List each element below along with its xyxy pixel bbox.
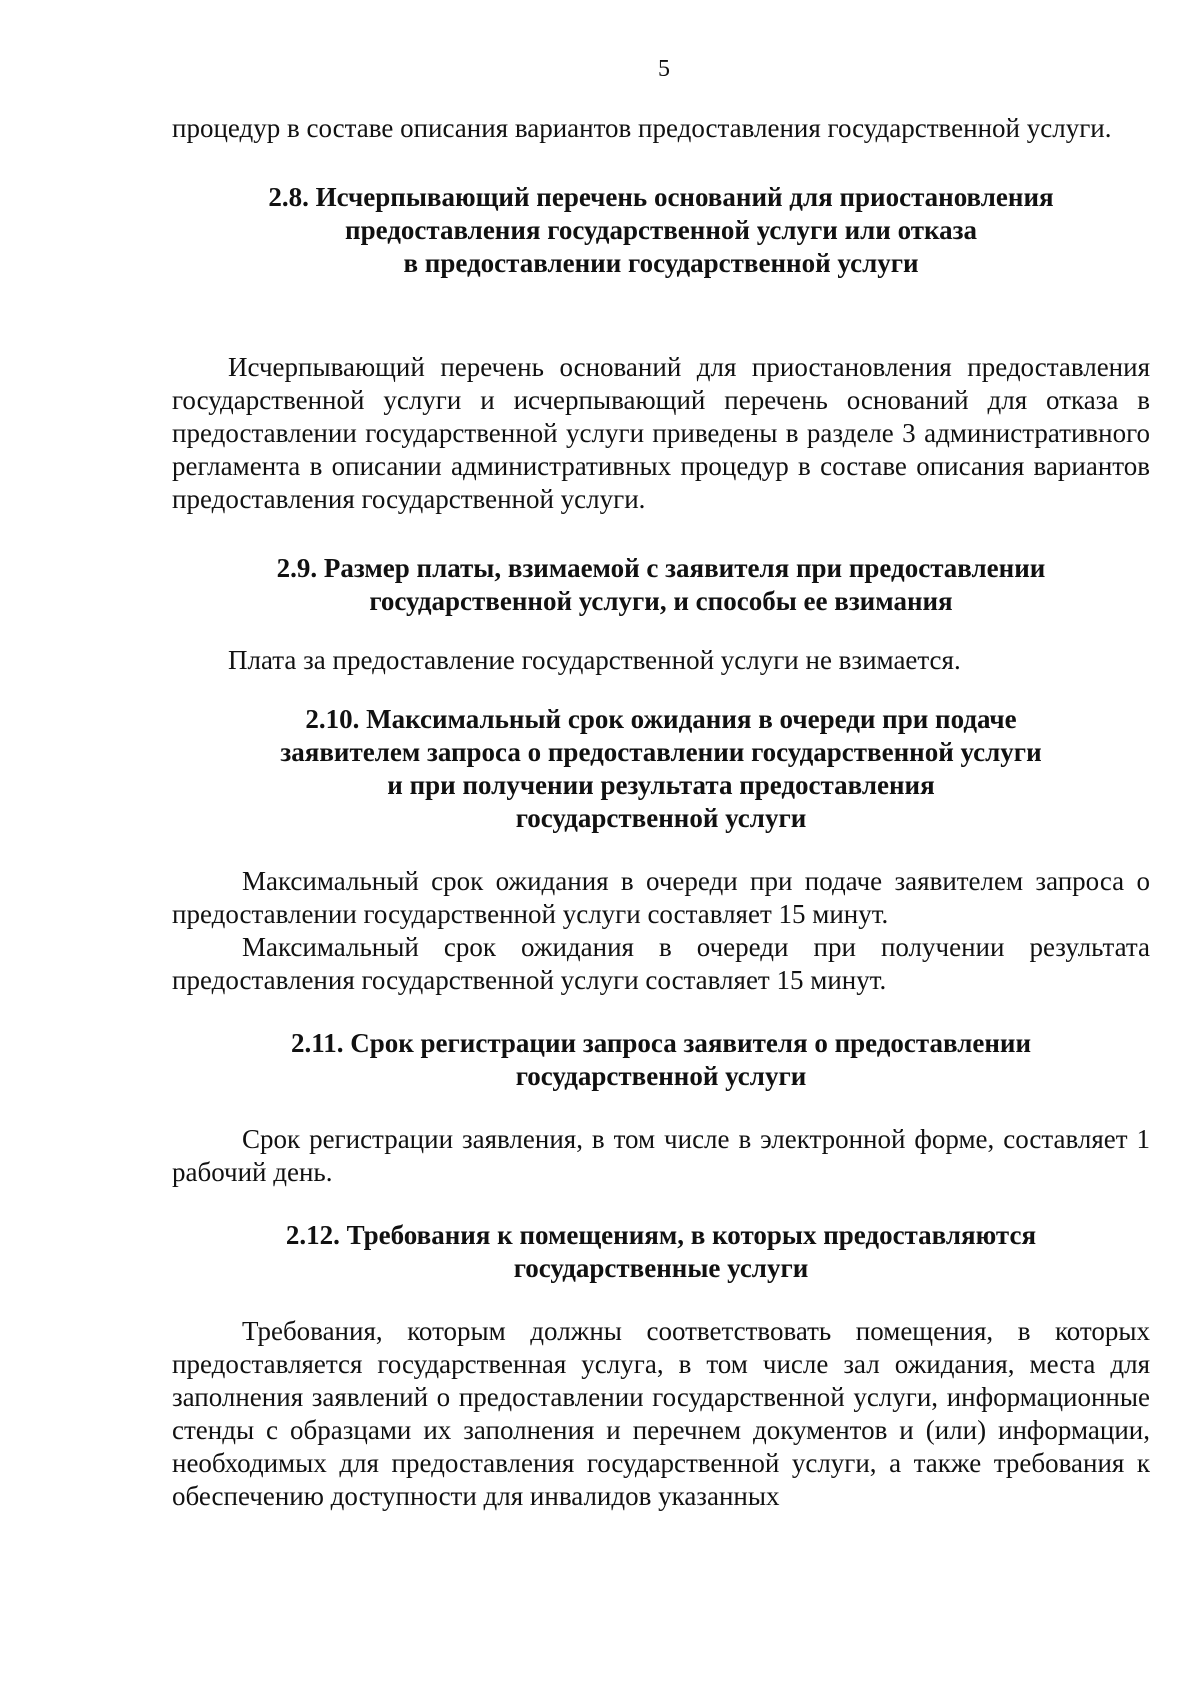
heading-line: 2.11. Срок регистрации запроса заявителя о предоставлении xyxy=(290,1028,1032,1058)
heading-line: и при получении результата предоставления xyxy=(387,770,935,800)
section-2-11-paragraph: Срок регистрации заявления, в том числе в электронной форме, составляет 1 рабочий день. xyxy=(172,1124,1150,1187)
heading-line: в предоставлении государственной услуги xyxy=(403,248,919,278)
heading-line: государственной услуги xyxy=(515,803,807,833)
section-2-10-paragraph-2: Максимальный срок ожидания в очереди при получении результата предоставления государственной услуги составляет 15 минут. xyxy=(172,932,1150,995)
section-2-9-heading xyxy=(172,552,1150,618)
section-2-9-paragraph: Плата за предоставление государственной услуги не взимается. xyxy=(228,645,961,675)
heading-line: 2.8. Исчерпывающий перечень оснований для приостановления xyxy=(268,182,1054,212)
section-2-8-paragraph: Исчерпывающий перечень оснований для приостановления предоставления государственной услуги и исчерпывающий перечень оснований для отказа в предоставлении государственной услуги приведены в разделе 3 административного регламента в описании административных процедур в составе описания вариантов предоставления государственной услуги. xyxy=(172,352,1150,514)
section-2-11-heading xyxy=(172,1027,1150,1093)
document-body xyxy=(172,112,1150,1513)
heading-line: 2.12. Требования к помещениям, в которых предоставляются xyxy=(285,1220,1037,1250)
page-number: 5 xyxy=(658,56,670,82)
section-2-12-paragraph: Требования, которым должны соответствовать помещения, в которых предоставляется государственная услуга, в том числе зал ожидания, места для заполнения заявлений о предоставлении государственной услуги, информационные стенды с образцами их заполнения и перечнем документов и (или) информации, необходимых для предоставления государственной услуги, а также требования к обеспечению доступности для инвалидов указанных xyxy=(172,1316,1150,1511)
heading-line: государственной услуги, и способы ее взимания xyxy=(369,586,953,616)
section-2-10-heading xyxy=(172,703,1150,835)
section-2-8-heading xyxy=(172,181,1150,280)
section-2-12-heading xyxy=(172,1219,1150,1285)
heading-line: 2.9. Размер платы, взимаемой с заявителя при предоставлении xyxy=(276,553,1046,583)
section-2-10-paragraph-1: Максимальный срок ожидания в очереди при подаче заявителем запроса о предоставлении государственной услуги составляет 15 минут. xyxy=(172,866,1150,929)
heading-line: государственной услуги xyxy=(515,1061,807,1091)
heading-line: заявителем запроса о предоставлении государственной услуги xyxy=(280,737,1042,767)
heading-line: 2.10. Максимальный срок ожидания в очереди при подаче xyxy=(305,704,1017,734)
top-paragraph: процедур в составе описания вариантов предоставления государственной услуги. xyxy=(172,113,1112,143)
heading-line: предоставления государственной услуги или отказа xyxy=(345,215,977,245)
heading-line: государственные услуги xyxy=(513,1253,809,1283)
